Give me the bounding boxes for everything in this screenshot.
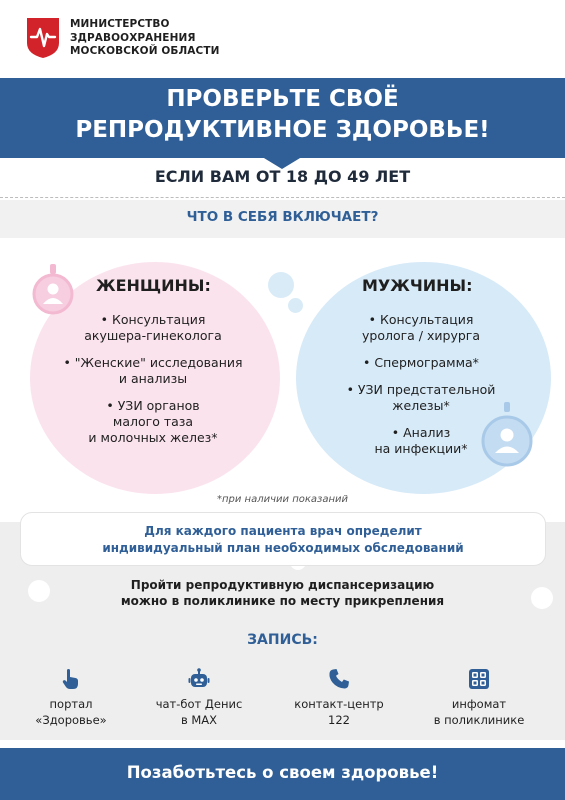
men-service-item [318, 355, 524, 371]
title-line-2: РЕПРОДУКТИВНОЕ ЗДОРОВЬЕ! [75, 117, 490, 143]
dispensary-line-1: Пройти репродуктивную диспансеризацию [130, 578, 435, 592]
title-line-1: ПРОВЕРЬТЕ СВОЁ [166, 86, 399, 112]
ministry-line-2: ЗДРАВООХРАНЕНИЯ [70, 31, 196, 44]
decor-bubble [268, 272, 294, 298]
dispensary-text [0, 577, 565, 609]
women-service-item [50, 355, 256, 387]
option-line-1: портал [49, 697, 93, 711]
shield-heartbeat-icon [26, 17, 60, 59]
option-chatbot[interactable] [134, 668, 264, 728]
list-line: • УЗИ предстательной [346, 382, 496, 397]
header [0, 0, 565, 78]
list-line: • Консультация [368, 312, 474, 327]
phone-icon [328, 668, 350, 690]
dispensary-line-2: можно в поликлинике по месту прикрепления [120, 594, 445, 608]
men-service-item [318, 425, 524, 457]
footer-band [0, 748, 565, 800]
men-services-list [318, 312, 524, 468]
list-line: железы* [392, 398, 450, 413]
list-line: • Консультация [100, 312, 206, 327]
ministry-line-1: МИНИСТЕРСТВО [70, 18, 170, 30]
option-contact-center[interactable] [274, 668, 404, 728]
option-line-1: чат-бот Денис [155, 697, 243, 711]
option-line-1: инфомат [451, 697, 507, 711]
option-line-2: в поликлинике [433, 713, 525, 727]
option-portal[interactable] [6, 668, 136, 728]
ministry-line-3: МОСКОВСКОЙ ОБЛАСТИ [70, 45, 220, 57]
plan-line-2: индивидуальный план необходимых обследований [102, 541, 464, 555]
pointing-hand-icon [60, 668, 82, 690]
women-title: ЖЕНЩИНЫ: [96, 276, 211, 295]
option-line-2: 122 [328, 713, 350, 727]
page-title [0, 84, 565, 146]
list-line: малого таза [112, 414, 194, 429]
list-line: • "Женские" исследования [63, 355, 243, 370]
list-line: и молочных желез* [88, 430, 218, 445]
list-line: акушера-гинеколога [84, 328, 222, 343]
signup-heading: ЗАПИСЬ: [247, 632, 318, 648]
option-line-2: «Здоровье» [35, 713, 107, 727]
dashed-divider [0, 197, 565, 198]
footer-slogan: Позаботьтесь о своем здоровье! [126, 763, 439, 782]
men-service-item [318, 312, 524, 344]
option-infomat[interactable] [414, 668, 544, 728]
age-range-text: ЕСЛИ ВАМ ОТ 18 ДО 49 ЛЕТ [154, 167, 411, 186]
list-line: уролога / хирурга [361, 328, 481, 343]
men-title: МУЖЧИНЫ: [362, 276, 473, 295]
women-services-list [50, 312, 256, 457]
title-band [0, 78, 565, 158]
list-line: • Спермограмма* [363, 355, 479, 370]
list-line: и анализы [118, 371, 188, 386]
kiosk-grid-icon [468, 668, 490, 690]
list-line: • Анализ [391, 425, 451, 440]
option-line-2: в MAX [180, 713, 218, 727]
footnote: *при наличии показаний [216, 494, 348, 505]
plan-line-1: Для каждого пациента врач определит [144, 524, 422, 538]
decor-bubble [288, 298, 303, 313]
plan-text [20, 523, 546, 557]
ministry-name [70, 18, 219, 59]
women-service-item [50, 312, 256, 344]
includes-heading: ЧТО В СЕБЯ ВКЛЮЧАЕТ? [186, 209, 379, 225]
robot-icon [188, 668, 210, 690]
men-service-item [318, 382, 524, 414]
option-line-1: контакт-центр [294, 697, 384, 711]
women-service-item [50, 398, 256, 446]
list-line: • УЗИ органов [106, 398, 200, 413]
list-line: на инфекции* [374, 441, 468, 456]
